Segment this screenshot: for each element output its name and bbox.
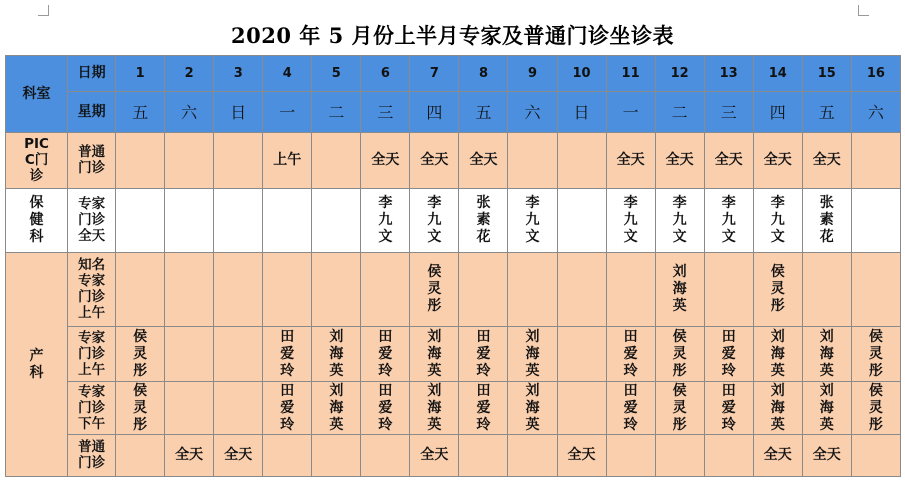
schedule-cell: [851, 435, 900, 477]
date-row: [6, 56, 901, 92]
schedule-cell: [557, 133, 606, 189]
weekday-cell: 二: [312, 92, 361, 133]
clinic-type-label: 专家门诊下午: [78, 383, 106, 432]
schedule-row: [6, 133, 901, 189]
cell-value: 侯灵彤: [672, 328, 687, 379]
cell-value: 侯灵彤: [770, 264, 785, 314]
cell-value: 侯灵彤: [868, 328, 883, 379]
cell-value: 刘海英: [427, 382, 442, 433]
schedule-cell: [753, 253, 802, 327]
schedule-cell: [655, 189, 704, 253]
schedule-cell: [753, 435, 802, 477]
clinic-type-label: 专家门诊全天: [78, 196, 106, 244]
schedule-cell: [459, 133, 508, 189]
cell-value: 李九文: [672, 195, 687, 245]
schedule-cell: [557, 327, 606, 382]
cell-value: 全天: [420, 152, 449, 168]
schedule-cell: [459, 253, 508, 327]
schedule-cell: [263, 327, 312, 382]
cell-value: 刘海英: [427, 328, 442, 379]
dept-name: 产科: [29, 347, 44, 381]
cell-value: 李九文: [525, 195, 540, 245]
schedule-cell: [704, 189, 753, 253]
schedule-cell: [655, 327, 704, 382]
schedule-row: [6, 382, 901, 435]
crop-mark-right: [858, 5, 869, 16]
weekday-cell: 五: [802, 92, 851, 133]
schedule-cell: [851, 382, 900, 435]
clinic-type-cell: [68, 253, 116, 327]
schedule-cell: [606, 189, 655, 253]
schedule-cell: [459, 382, 508, 435]
weekday-cell: 一: [263, 92, 312, 133]
cell-value: 李九文: [623, 195, 638, 245]
clinic-type-cell: [68, 382, 116, 435]
date-label: 日期: [68, 56, 116, 92]
date-cell: 11: [606, 56, 655, 92]
cell-value: 全天: [665, 152, 694, 168]
cell-value: 李九文: [378, 195, 393, 245]
schedule-cell: [410, 327, 459, 382]
cell-value: 刘海英: [329, 328, 344, 379]
schedule-cell: [557, 435, 606, 477]
weekday-cell: 三: [361, 92, 410, 133]
date-cell: 5: [312, 56, 361, 92]
weekday-cell: 四: [410, 92, 459, 133]
schedule-cell: [459, 435, 508, 477]
cell-value: 全天: [420, 447, 449, 463]
schedule-cell: [851, 189, 900, 253]
cell-value: 全天: [567, 447, 596, 463]
schedule-cell: [165, 382, 214, 435]
schedule-cell: [312, 327, 361, 382]
schedule-cell: [802, 327, 851, 382]
date-cell: 15: [802, 56, 851, 92]
clinic-type-cell: [68, 189, 116, 253]
dept-header: 科室: [6, 56, 68, 133]
date-cell: 16: [851, 56, 900, 92]
date-cell: 9: [508, 56, 557, 92]
schedule-cell: [165, 253, 214, 327]
schedule-cell: [116, 435, 165, 477]
schedule-cell: [606, 253, 655, 327]
cell-value: 田爱玲: [476, 382, 491, 433]
weekday-cell: 六: [851, 92, 900, 133]
schedule-cell: [508, 435, 557, 477]
dept-cell: [6, 189, 68, 253]
date-cell: 1: [116, 56, 165, 92]
cell-value: 全天: [616, 152, 645, 168]
schedule-cell: [704, 327, 753, 382]
cell-value: 全天: [812, 152, 841, 168]
schedule-cell: [851, 133, 900, 189]
clinic-type-cell: [68, 133, 116, 189]
cell-value: 全天: [812, 447, 841, 463]
schedule-cell: [753, 133, 802, 189]
clinic-type-label: 普通门诊: [78, 144, 106, 176]
cell-value: 张素花: [476, 195, 491, 245]
schedule-cell: [508, 253, 557, 327]
schedule-cell: [312, 133, 361, 189]
cell-value: 全天: [763, 152, 792, 168]
cell-value: 全天: [371, 152, 400, 168]
schedule-cell: [263, 382, 312, 435]
schedule-cell: [312, 382, 361, 435]
schedule-cell: [263, 133, 312, 189]
schedule-cell: [312, 435, 361, 477]
cell-value: 刘海英: [525, 328, 540, 379]
schedule-cell: [557, 382, 606, 435]
schedule-row: [6, 435, 901, 477]
date-cell: 12: [655, 56, 704, 92]
schedule-row: [6, 327, 901, 382]
cell-value: 刘海英: [770, 328, 785, 379]
schedule-cell: [361, 189, 410, 253]
cell-value: 田爱玲: [721, 328, 736, 379]
cell-value: 刘海英: [329, 382, 344, 433]
cell-value: 田爱玲: [623, 328, 638, 379]
schedule-cell: [312, 253, 361, 327]
clinic-type-label: 普通门诊: [78, 439, 106, 471]
schedule-cell: [753, 327, 802, 382]
cell-value: 侯灵彤: [868, 382, 883, 433]
schedule-cell: [214, 253, 263, 327]
cell-value: 上午: [273, 152, 302, 168]
dept-name: PICC门诊: [24, 136, 49, 184]
schedule-row: [6, 189, 901, 253]
schedule-cell: [704, 435, 753, 477]
date-cell: 13: [704, 56, 753, 92]
schedule-cell: [655, 253, 704, 327]
schedule-cell: [214, 189, 263, 253]
cell-value: 张素花: [819, 195, 834, 245]
schedule-cell: [263, 189, 312, 253]
date-cell: 6: [361, 56, 410, 92]
schedule-cell: [508, 189, 557, 253]
schedule-cell: [557, 189, 606, 253]
cell-value: 李九文: [427, 195, 442, 245]
schedule-cell: [214, 435, 263, 477]
schedule-cell: [410, 253, 459, 327]
schedule-cell: [508, 382, 557, 435]
weekday-cell: 一: [606, 92, 655, 133]
schedule-cell: [165, 435, 214, 477]
date-cell: 4: [263, 56, 312, 92]
date-cell: 8: [459, 56, 508, 92]
schedule-cell: [116, 189, 165, 253]
dept-cell: [6, 253, 68, 477]
weekday-cell: 四: [753, 92, 802, 133]
schedule-cell: [361, 435, 410, 477]
schedule-cell: [851, 253, 900, 327]
schedule-cell: [165, 327, 214, 382]
schedule-cell: [165, 133, 214, 189]
weekday-cell: 日: [214, 92, 263, 133]
cell-value: 全天: [224, 447, 253, 463]
schedule-cell: [165, 189, 214, 253]
dept-name: 保健科: [29, 195, 44, 245]
weekday-label: 星期: [68, 92, 116, 133]
schedule-cell: [802, 435, 851, 477]
schedule-cell: [116, 133, 165, 189]
clinic-type-cell: [68, 435, 116, 477]
schedule-cell: [263, 435, 312, 477]
schedule-cell: [459, 327, 508, 382]
cell-value: 全天: [469, 152, 498, 168]
cell-value: 刘海英: [672, 264, 687, 314]
cell-value: 田爱玲: [280, 328, 295, 379]
weekday-cell: 五: [459, 92, 508, 133]
schedule-cell: [361, 327, 410, 382]
cell-value: 田爱玲: [721, 382, 736, 433]
cell-value: 侯灵彤: [427, 264, 442, 314]
schedule-cell: [459, 189, 508, 253]
schedule-cell: [410, 133, 459, 189]
schedule-cell: [410, 189, 459, 253]
schedule-cell: [116, 382, 165, 435]
clinic-type-label: 专家门诊上午: [78, 329, 106, 378]
cell-value: 田爱玲: [623, 382, 638, 433]
schedule-cell: [410, 435, 459, 477]
schedule-cell: [214, 382, 263, 435]
cell-value: 刘海英: [819, 382, 834, 433]
weekday-cell: 六: [165, 92, 214, 133]
schedule-cell: [606, 327, 655, 382]
schedule-cell: [655, 435, 704, 477]
weekday-cell: 日: [557, 92, 606, 133]
cell-value: 全天: [175, 447, 204, 463]
cell-value: 侯灵彤: [133, 382, 148, 433]
schedule-cell: [655, 133, 704, 189]
schedule-cell: [704, 133, 753, 189]
schedule-cell: [116, 327, 165, 382]
cell-value: 全天: [714, 152, 743, 168]
page-title: 2020 年 5 月份上半月专家及普通门诊坐诊表: [231, 23, 674, 48]
schedule-cell: [361, 382, 410, 435]
schedule-cell: [802, 133, 851, 189]
date-cell: 7: [410, 56, 459, 92]
schedule-cell: [753, 382, 802, 435]
date-cell: 2: [165, 56, 214, 92]
dept-cell: [6, 133, 68, 189]
schedule-table: [5, 55, 901, 477]
schedule-cell: [606, 382, 655, 435]
cell-value: 刘海英: [525, 382, 540, 433]
weekday-cell: 二: [655, 92, 704, 133]
schedule-cell: [116, 253, 165, 327]
schedule-cell: [214, 327, 263, 382]
cell-value: 田爱玲: [378, 328, 393, 379]
clinic-type-label: 知名专家门诊上午: [78, 257, 106, 321]
schedule-cell: [606, 435, 655, 477]
schedule-cell: [263, 253, 312, 327]
schedule-cell: [312, 189, 361, 253]
cell-value: 刘海英: [770, 382, 785, 433]
schedule-cell: [557, 253, 606, 327]
date-cell: 3: [214, 56, 263, 92]
cell-value: 田爱玲: [476, 328, 491, 379]
cell-value: 李九文: [721, 195, 736, 245]
cell-value: 田爱玲: [280, 382, 295, 433]
schedule-cell: [753, 189, 802, 253]
cell-value: 田爱玲: [378, 382, 393, 433]
weekday-cell: 六: [508, 92, 557, 133]
schedule-cell: [606, 133, 655, 189]
date-cell: 10: [557, 56, 606, 92]
crop-mark-left: [38, 5, 49, 16]
schedule-cell: [508, 133, 557, 189]
schedule-cell: [214, 133, 263, 189]
schedule-cell: [704, 382, 753, 435]
clinic-type-cell: [68, 327, 116, 382]
schedule-row: [6, 253, 901, 327]
schedule-cell: [508, 327, 557, 382]
schedule-cell: [802, 253, 851, 327]
schedule-cell: [655, 382, 704, 435]
schedule-cell: [851, 327, 900, 382]
weekday-cell: 五: [116, 92, 165, 133]
schedule-cell: [361, 253, 410, 327]
schedule-cell: [410, 382, 459, 435]
cell-value: 刘海英: [819, 328, 834, 379]
date-cell: 14: [753, 56, 802, 92]
schedule-cell: [361, 133, 410, 189]
schedule-cell: [704, 253, 753, 327]
cell-value: 李九文: [770, 195, 785, 245]
weekday-row: [6, 92, 901, 133]
weekday-cell: 三: [704, 92, 753, 133]
cell-value: 全天: [763, 447, 792, 463]
cell-value: 侯灵彤: [133, 328, 148, 379]
schedule-cell: [802, 382, 851, 435]
cell-value: 侯灵彤: [672, 382, 687, 433]
schedule-cell: [802, 189, 851, 253]
